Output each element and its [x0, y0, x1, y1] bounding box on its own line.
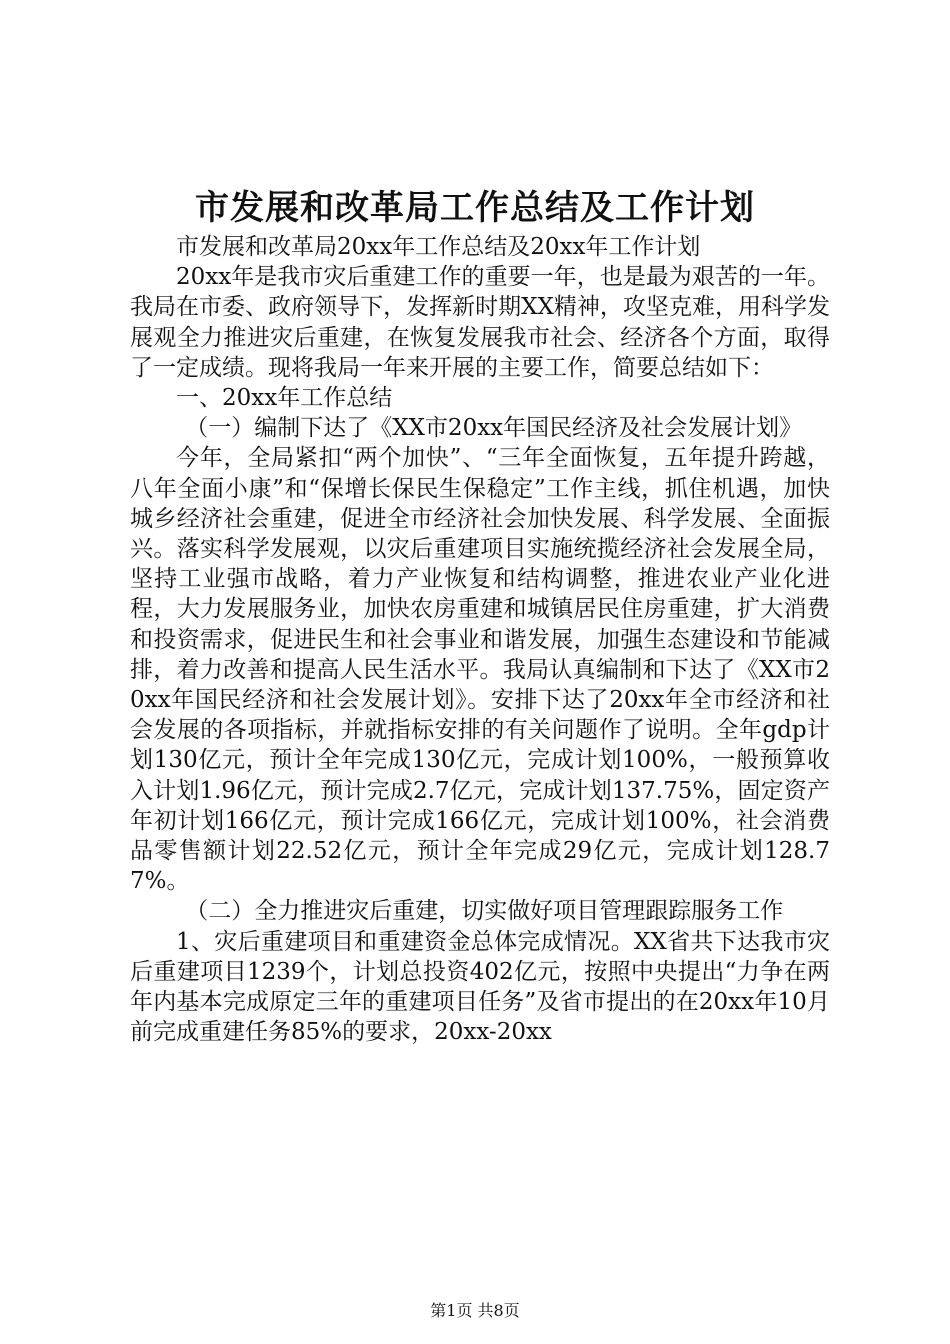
subtitle-paragraph: 市发展和改革局20xx年工作总结及20xx年工作计划: [176, 234, 701, 260]
body-paragraph: 今年，全局紧扣“两个加快”、“三年全面恢复，五年提升跨越，八年全面小康”和“保增长保民生保稳定”工作主线，抓住机遇，加快城乡经济社会重建，促进全市经济社会加快发展、科学发展、全面振兴。落实科学发展观，以灾后重建项目实施统揽经济社会发展全局，坚持工业强市战略，着力产业恢复和结构调整，推进农业产业化进程，大力发展服务业，加快农房重建和城镇居民住房重建，扩大消费和投资需求，促进民生和社会事业和谐发展，加强生态建设和节能减排，着力改善和提高人民生活水平。我局认真编制和下达了《XX市20xx年国民经济和社会发展计划》。安排下达了20xx年全市经济和社会发展的各项指标，并就指标安排的有关问题作了说明。全年gdp计划130亿元，预计全年完成130亿元，完成计划100%，一般预算收入计划1.96亿元，预计完成2.7亿元，完成计划137.75%，固定资产年初计划166亿元，预计完成166亿元，完成计划100%，社会消费品零售额计划22.52亿元，预计全年完成29亿元，完成计划128.77%。: [130, 445, 830, 895]
page-footer: 第1页 共8页: [430, 1301, 520, 1320]
subsection-heading-2: （二）全力推进灾后重建，切实做好项目管理跟踪服务工作: [185, 898, 784, 925]
document-body: [130, 232, 830, 1047]
section-heading-1: 一、20xx年工作总结: [176, 385, 393, 412]
document-title: 市发展和改革局工作总结及工作计划: [195, 188, 755, 228]
subsection-heading-1: （一）编制下达了《XX市20xx年国民经济及社会发展计划》: [185, 415, 803, 442]
body-paragraph: 1、灾后重建项目和重建资金总体完成情况。XX省共下达我市灾后重建项目1239个，计划总投资402亿元，按照中央提出“力争在两年内基本完成原定三年的重建项目任务”及省市提出的在20xx年10月前完成重建任务85%的要求，20xx-20xx: [130, 928, 830, 1046]
intro-paragraph: 20xx年是我市灾后重建工作的重要一年，也是最为艰苦的一年。我局在市委、政府领导下，发挥新时期XX精神，攻坚克难，用科学发展观全力推进灾后重建，在恢复发展我市社会、经济各个方面，取得了一定成绩。现将我局一年来开展的主要工作，简要总结如下：: [130, 264, 830, 381]
